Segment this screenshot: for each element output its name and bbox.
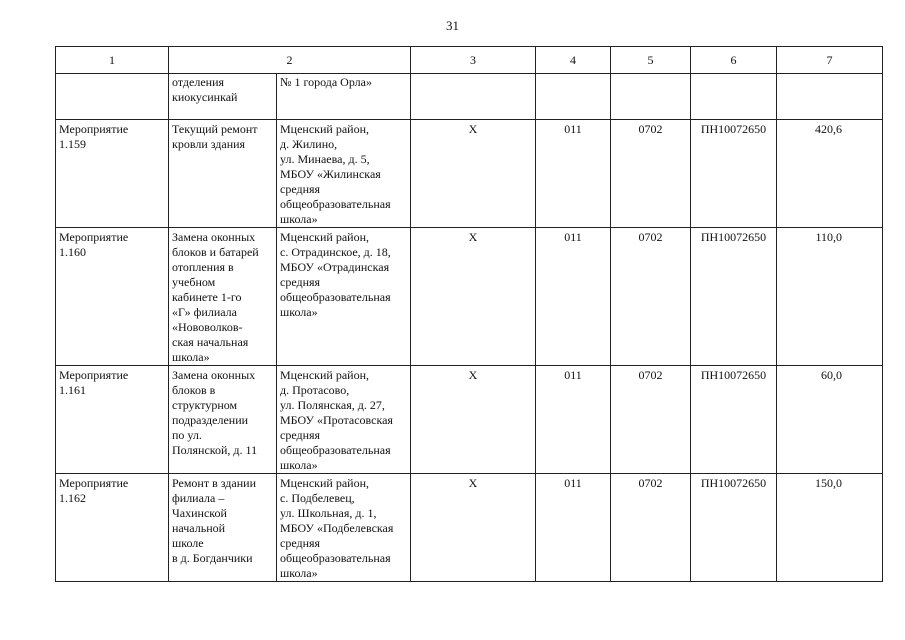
table-row [56, 366, 883, 474]
event-cell: Мероприятие 1.159 [56, 120, 169, 228]
event-cell [56, 74, 169, 120]
col3-cell: Х [411, 228, 536, 366]
header-cell-1: 1 [56, 47, 169, 74]
col4-cell: 011 [536, 474, 611, 582]
location-cell: Мценский район, с. Отрадинское, д. 18, МБОУ «Отрадинская средняя общеобразовательная школа» [277, 228, 411, 366]
col6-cell [691, 74, 777, 120]
location-cell: Мценский район, д. Жилино, ул. Минаева, д. 5, МБОУ «Жилинская средняя общеобразовательная школа» [277, 120, 411, 228]
event-cell: Мероприятие 1.162 [56, 474, 169, 582]
table-header-row [56, 47, 883, 74]
col7-cell [777, 74, 883, 120]
event-cell: Мероприятие 1.160 [56, 228, 169, 366]
col4-cell: 011 [536, 228, 611, 366]
col5-cell: 0702 [611, 474, 691, 582]
table-row [56, 120, 883, 228]
col7-cell: 150,0 [777, 474, 883, 582]
col5-cell: 0702 [611, 366, 691, 474]
col6-cell: ПН10072650 [691, 474, 777, 582]
budget-table [55, 46, 883, 582]
col6-cell: ПН10072650 [691, 120, 777, 228]
col7-cell: 110,0 [777, 228, 883, 366]
col5-cell [611, 74, 691, 120]
table-row-continuation [56, 74, 883, 120]
col4-cell [536, 74, 611, 120]
col7-cell: 420,6 [777, 120, 883, 228]
col6-cell: ПН10072650 [691, 366, 777, 474]
name-cell: Ремонт в здании филиала – Чахинской начальной школе в д. Богданчики [169, 474, 277, 582]
col5-cell: 0702 [611, 120, 691, 228]
header-cell-6: 6 [691, 47, 777, 74]
col3-cell: Х [411, 366, 536, 474]
col5-cell: 0702 [611, 228, 691, 366]
header-cell-7: 7 [777, 47, 883, 74]
location-cell: № 1 города Орла» [277, 74, 411, 120]
name-cell: Замена оконных блоков в структурном подразделении по ул. Полянской, д. 11 [169, 366, 277, 474]
event-cell: Мероприятие 1.161 [56, 366, 169, 474]
name-cell: отделения киокусинкай [169, 74, 277, 120]
location-cell: Мценский район, с. Подбелевец, ул. Школьная, д. 1, МБОУ «Подбелевская средняя общеобразовательная школа» [277, 474, 411, 582]
header-cell-2: 2 [169, 47, 411, 74]
col3-cell: Х [411, 120, 536, 228]
table-row [56, 474, 883, 582]
page-number: 31 [446, 18, 459, 33]
name-cell: Замена оконных блоков и батарей отопления в учебном кабинете 1-го «Г» филиала «Нововолков- ская начальная школа» [169, 228, 277, 366]
col7-cell: 60,0 [777, 366, 883, 474]
location-cell: Мценский район, д. Протасово, ул. Полянская, д. 27, МБОУ «Протасовская средняя общеобразовательная школа» [277, 366, 411, 474]
col4-cell: 011 [536, 366, 611, 474]
col6-cell: ПН10072650 [691, 228, 777, 366]
name-cell: Текущий ремонт кровли здания [169, 120, 277, 228]
header-cell-4: 4 [536, 47, 611, 74]
col3-cell [411, 74, 536, 120]
table-row [56, 228, 883, 366]
col4-cell: 011 [536, 120, 611, 228]
header-cell-3: 3 [411, 47, 536, 74]
header-cell-5: 5 [611, 47, 691, 74]
col3-cell: Х [411, 474, 536, 582]
